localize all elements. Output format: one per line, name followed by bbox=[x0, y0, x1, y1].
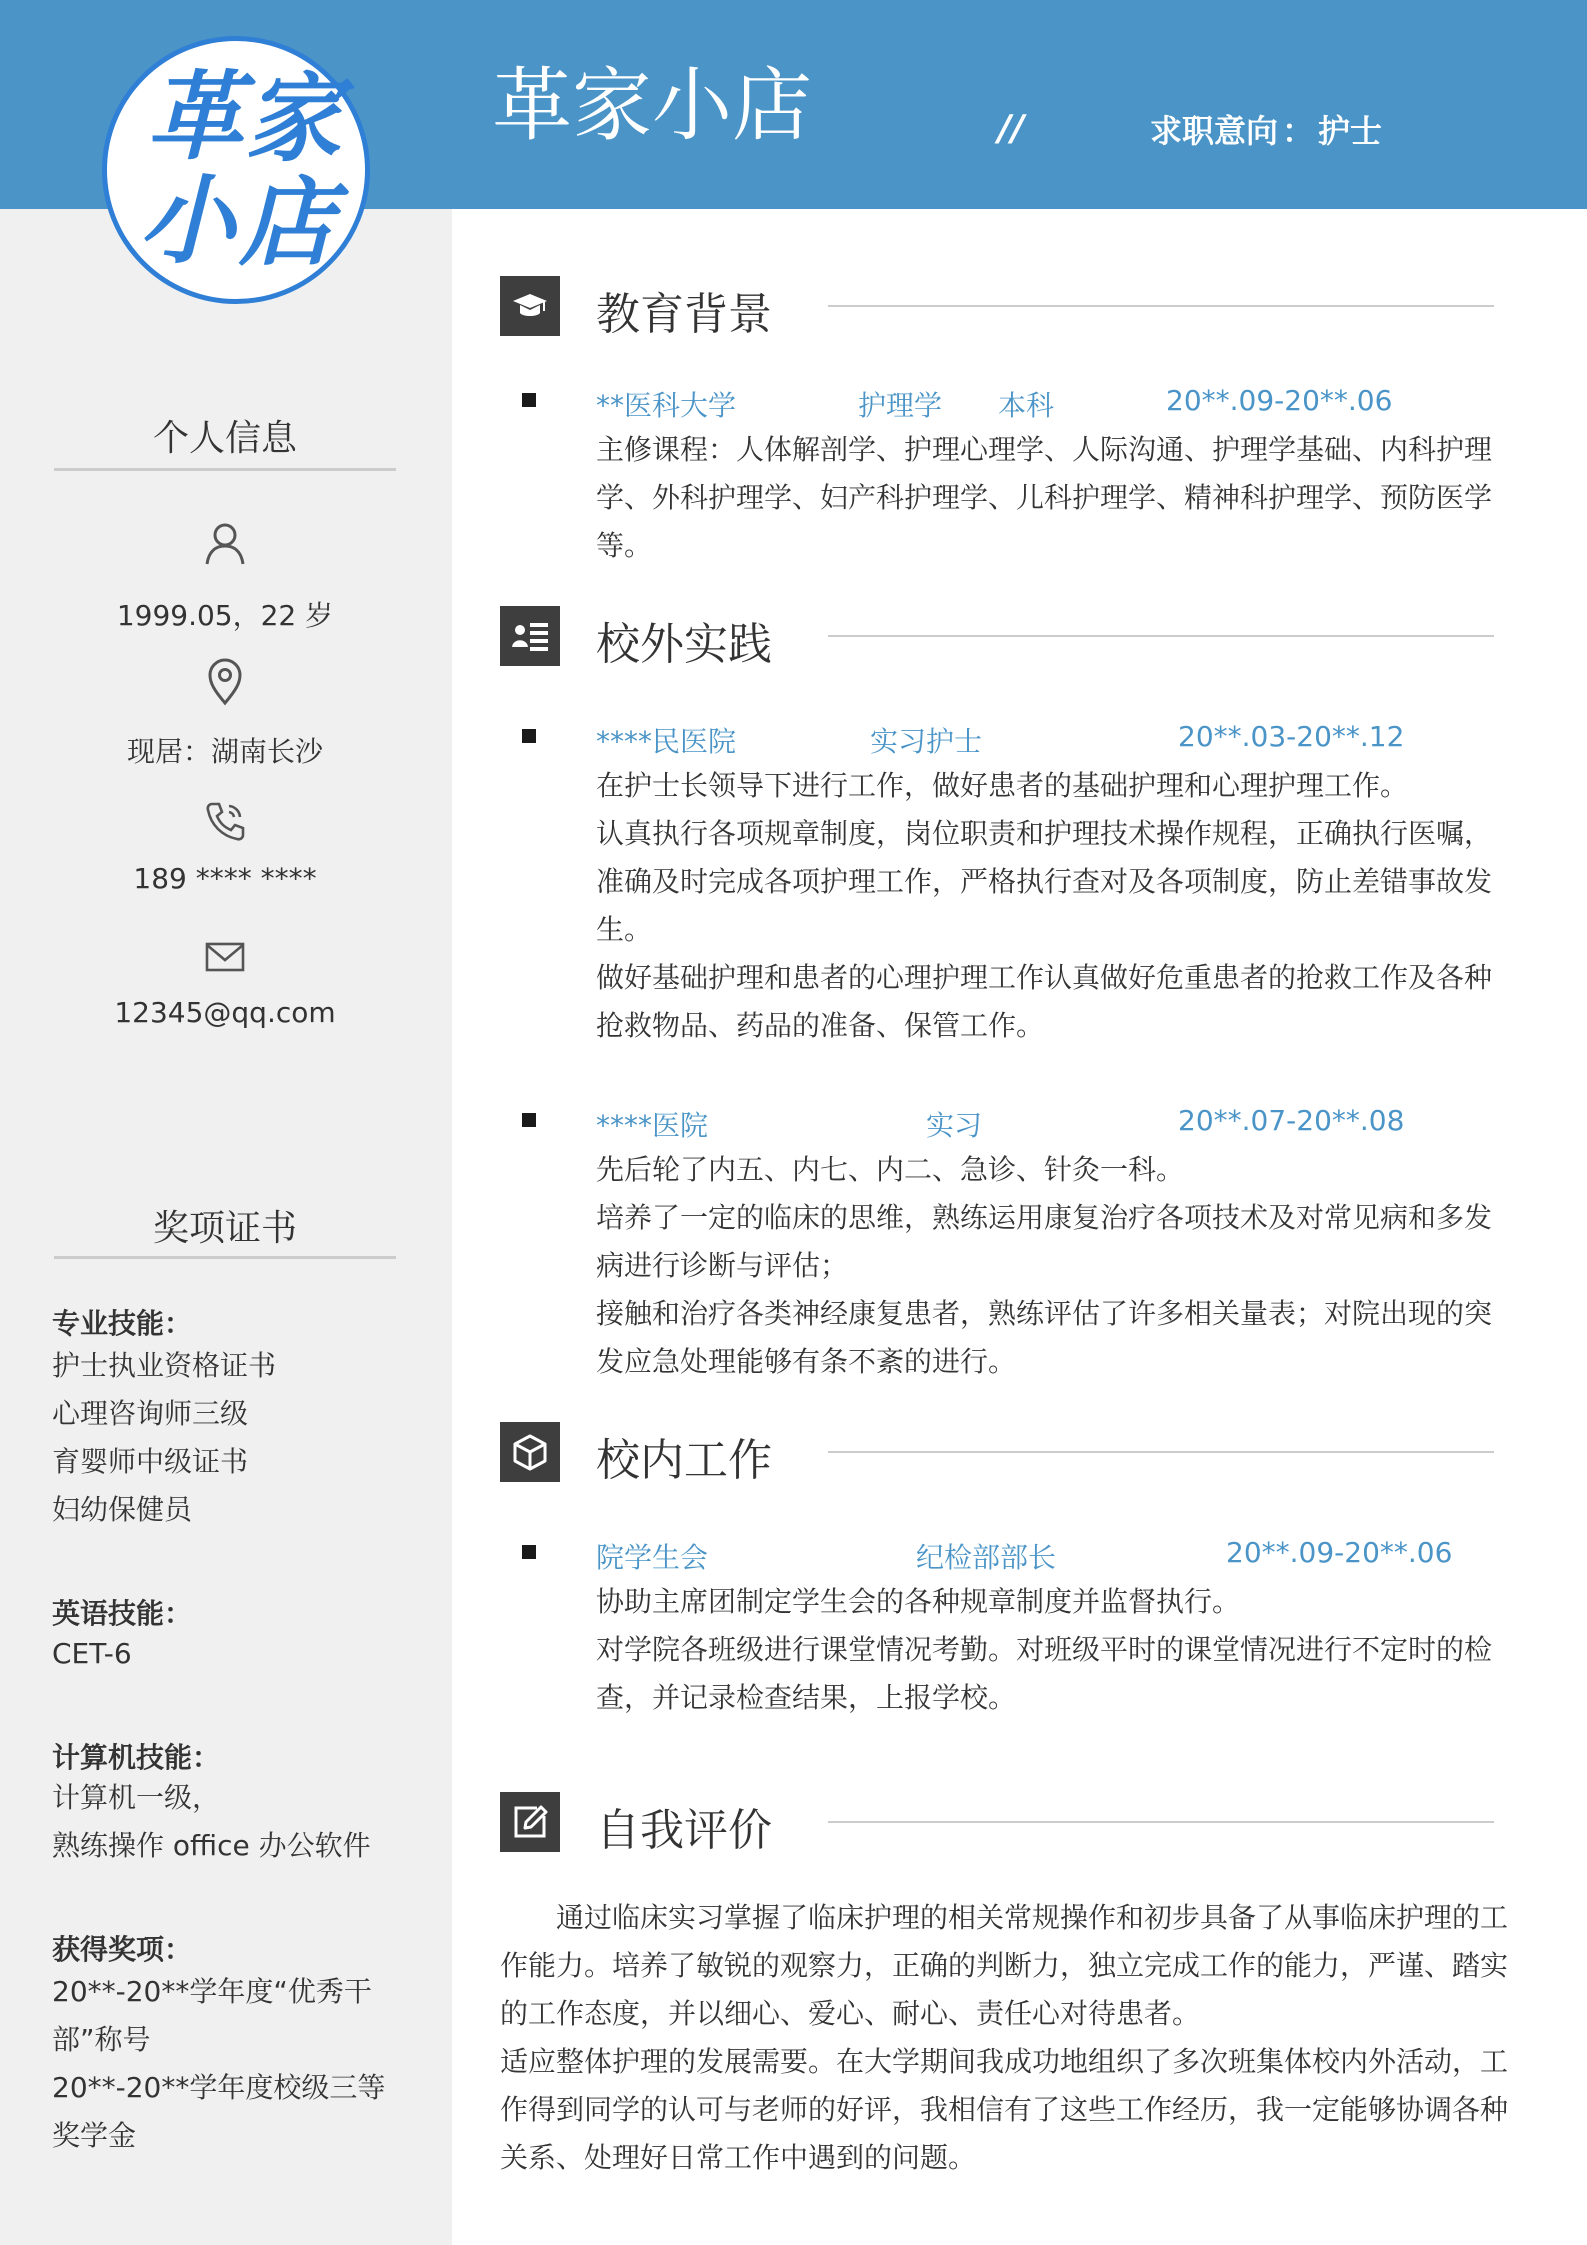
awards-title: 奖项证书 bbox=[152, 1208, 297, 1249]
campus-description bbox=[596, 1578, 1506, 1722]
location-pin-icon bbox=[200, 656, 250, 706]
cube-icon bbox=[510, 1432, 550, 1472]
logo-char: 家 bbox=[245, 62, 341, 175]
person-icon bbox=[200, 518, 250, 568]
residence-info: 现居：湖南长沙 bbox=[126, 735, 323, 768]
awards-rule bbox=[54, 1256, 396, 1259]
email-address: 12345@qq.com bbox=[114, 996, 336, 1029]
self-eval-rule bbox=[828, 1821, 1494, 1823]
text-line: 准确及时完成各项护理工作，严格执行查对及各项制度，防止差错事故发 bbox=[596, 865, 1493, 898]
applicant-name: 革家小店 bbox=[492, 59, 812, 152]
practice-description bbox=[596, 1146, 1506, 1386]
practice-bullet bbox=[522, 1113, 536, 1127]
job-intent bbox=[1150, 106, 1382, 152]
education-period: 20**.09-20**.06 bbox=[1166, 384, 1393, 417]
text-line: 主修课程：人体解剖学、护理心理学、人际沟通、护理学基础、内科护理 bbox=[596, 433, 1493, 466]
practice-section-icon bbox=[500, 606, 560, 666]
school-name: **医科大学 bbox=[596, 389, 737, 422]
logo-char: 小 bbox=[139, 164, 235, 277]
text-line: 通过临床实习掌握了临床护理的相关常规操作和初步具备了从事临床护理的工 bbox=[556, 1901, 1509, 1934]
education-description bbox=[596, 426, 1506, 570]
campus-title: 校内工作 bbox=[596, 1435, 772, 1486]
practice-bullet bbox=[522, 729, 536, 743]
practice-rule bbox=[828, 635, 1494, 637]
english-skill-item: CET-6 bbox=[52, 1637, 132, 1670]
personal-info-rule bbox=[54, 468, 396, 471]
practice-period: 20**.03-20**.12 bbox=[1178, 720, 1405, 753]
campus-rule bbox=[828, 1451, 1494, 1453]
job-intent-value: 护士 bbox=[1318, 112, 1383, 150]
phone-icon bbox=[200, 796, 250, 846]
birth-info: 1999.05，22 岁 bbox=[116, 599, 334, 632]
practice-period: 20**.07-20**.08 bbox=[1178, 1104, 1405, 1137]
self-eval-title: 自我评价 bbox=[596, 1805, 772, 1856]
text-line: 抢救物品、药品的准备、保管工作。 bbox=[596, 1009, 1045, 1042]
skill-item: 育婴师中级证书 bbox=[52, 1445, 249, 1478]
personal-info-title: 个人信息 bbox=[152, 418, 297, 459]
campus-period: 20**.09-20**.06 bbox=[1226, 1536, 1453, 1569]
education-rule bbox=[828, 305, 1494, 307]
role: 实习护士 bbox=[870, 725, 983, 758]
honor-item: 20**-20**学年度校级三等 bbox=[52, 2071, 386, 2104]
text-line: 在护士长领导下进行工作，做好患者的基础护理和心理护理工作。 bbox=[596, 769, 1409, 802]
computer-skill-item: 熟练操作 office 办公软件 bbox=[52, 1829, 371, 1862]
job-intent-label: 求职意向 bbox=[1150, 112, 1279, 150]
header-divider: // bbox=[998, 108, 1025, 149]
text-line: 学、外科护理学、妇产科护理学、儿科护理学、精神科护理学、预防医学 bbox=[596, 481, 1493, 514]
text-line: 查，并记录检查结果，上报学校。 bbox=[596, 1681, 1017, 1714]
text-line: 作能力。培养了敏锐的观察力，正确的判断力，独立完成工作的能力，严谨、踏实 bbox=[500, 1949, 1509, 1982]
text-line: 做好基础护理和患者的心理护理工作认真做好危重患者的抢救工作及各种 bbox=[596, 961, 1493, 994]
text-line: 作得到同学的认可与老师的好评，我相信有了这些工作经历，我一定能够协调各种 bbox=[500, 2093, 1509, 2126]
text-line: 认真执行各项规章制度，岗位职责和护理技术操作规程，正确执行医嘱， bbox=[596, 817, 1493, 850]
computer-skills-heading: 计算机技能： bbox=[52, 1741, 221, 1774]
id-card-icon bbox=[510, 616, 550, 656]
major: 护理学 bbox=[858, 389, 943, 422]
education-bullet bbox=[522, 393, 536, 407]
practice-description bbox=[596, 762, 1506, 1050]
text-line: 先后轮了内五、内七、内二、急诊、针灸一科。 bbox=[596, 1153, 1185, 1186]
mail-icon bbox=[200, 932, 250, 982]
organization: 院学生会 bbox=[596, 1541, 709, 1574]
honor-item: 部”称号 bbox=[52, 2023, 151, 2056]
skill-item: 护士执业资格证书 bbox=[52, 1349, 277, 1382]
education-section-icon bbox=[500, 276, 560, 336]
text-line: 关系、处理好日常工作中遇到的问题。 bbox=[500, 2141, 977, 2174]
computer-skill-item: 计算机一级， bbox=[52, 1781, 221, 1814]
text-line: 等。 bbox=[596, 529, 653, 562]
text-line: 适应整体护理的发展需要。在大学期间我成功地组织了多次班集体校内外活动，工 bbox=[500, 2045, 1509, 2078]
self-eval-section-icon bbox=[500, 1792, 560, 1852]
phone-number: 189 **** **** bbox=[133, 862, 317, 895]
campus-bullet bbox=[522, 1545, 536, 1559]
english-skills-heading: 英语技能： bbox=[52, 1597, 193, 1630]
hospital-name: ****民医院 bbox=[596, 725, 737, 758]
edit-icon bbox=[510, 1802, 550, 1842]
text-line: 发应急处理能够有条不紊的进行。 bbox=[596, 1345, 1017, 1378]
practice-title: 校外实践 bbox=[596, 619, 772, 670]
skill-item: 妇幼保健员 bbox=[52, 1493, 193, 1526]
honor-item: 奖学金 bbox=[52, 2119, 137, 2152]
campus-section-icon bbox=[500, 1422, 560, 1482]
text-line: 病进行诊断与评估； bbox=[596, 1249, 849, 1282]
logo bbox=[102, 36, 370, 304]
honor-item: 20**-20**学年度“优秀干 bbox=[52, 1975, 372, 2008]
professional-skills-heading: 专业技能： bbox=[52, 1307, 193, 1340]
text-line: 协助主席团制定学生会的各种规章制度并监督执行。 bbox=[596, 1585, 1241, 1618]
position: 纪检部部长 bbox=[916, 1541, 1057, 1574]
skill-item: 心理咨询师三级 bbox=[52, 1397, 249, 1430]
honors-heading: 获得奖项： bbox=[52, 1933, 193, 1966]
self-eval-text bbox=[500, 1894, 1510, 2182]
job-intent-sep: ： bbox=[1282, 112, 1315, 150]
degree: 本科 bbox=[998, 389, 1055, 422]
role: 实习 bbox=[926, 1109, 983, 1142]
text-line: 的工作态度，并以细心、爱心、耐心、责任心对待患者。 bbox=[500, 1997, 1201, 2030]
hospital-name: ****医院 bbox=[596, 1109, 709, 1142]
text-line: 培养了一定的临床的思维，熟练运用康复治疗各项技术及对常见病和多发 bbox=[596, 1201, 1493, 1234]
text-line: 接触和治疗各类神经康复患者，熟练评估了许多相关量表；对院出现的突 bbox=[596, 1297, 1493, 1330]
logo-char: 店 bbox=[239, 166, 335, 279]
graduation-cap-icon bbox=[510, 286, 550, 326]
education-title: 教育背景 bbox=[596, 289, 772, 340]
text-line: 对学院各班级进行课堂情况考勤。对班级平时的课堂情况进行不定时的检 bbox=[596, 1633, 1493, 1666]
logo-char: 革 bbox=[147, 60, 243, 173]
text-line: 生。 bbox=[596, 913, 653, 946]
